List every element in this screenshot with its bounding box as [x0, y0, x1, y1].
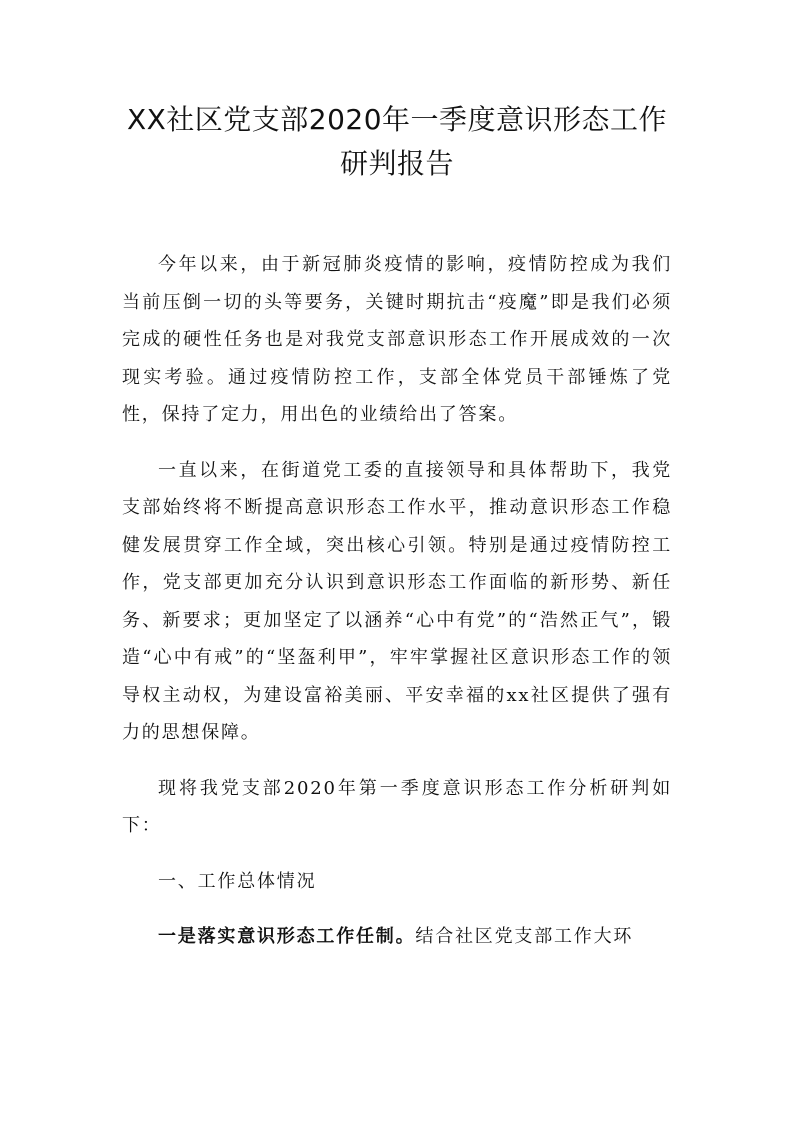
item-1-text: 结合社区党支部工作大环 [415, 926, 634, 947]
title-line-2: 研判报告 [339, 147, 454, 180]
paragraph-intro: 今年以来，由于新冠肺炎疫情的影响，疫情防控成为我们当前压倒一切的头等要务，关键时期抗击“疫魔”即是我们必须完成的硬性任务也是对我党支部意识形态工作开展成效的一次现实考验。通过疫情防控工作，支部全体党员干部锤炼了党性，保持了定力，用出色的业绩给出了答案。 [122, 254, 672, 425]
paragraph-background: 一直以来，在街道党工委的直接领导和具体帮助下，我党支部始终将不断提高意识形态工作水平，推动意识形态工作稳健发展贯穿工作全域，突出核心引领。特别是通过疫情防控工作，党支部更加充分认识到意识形态工作面临的新形势、新任务、新要求；更加坚定了以涵养“心中有党”的“浩然正气”，锻造“心中有戒”的“坚盔利甲”，牢牢掌握社区意识形态工作的领导权主动权，为建设富裕美丽、平安幸福的xx社区提供了强有力的思想保障。 [122, 459, 672, 743]
section-heading: 一、工作总体情况 [158, 870, 317, 892]
paragraph-item-1 [122, 918, 672, 956]
document-body [122, 246, 672, 956]
paragraph-summary: 现将我党支部2020年第一季度意识形态工作分析研判如下： [122, 777, 672, 836]
title-line-1: XX社区党支部2020年一季度意识形态工作 [126, 103, 668, 136]
document-title [122, 0, 672, 186]
item-1-lead: 一是落实意识形态工作任制。 [158, 926, 416, 947]
